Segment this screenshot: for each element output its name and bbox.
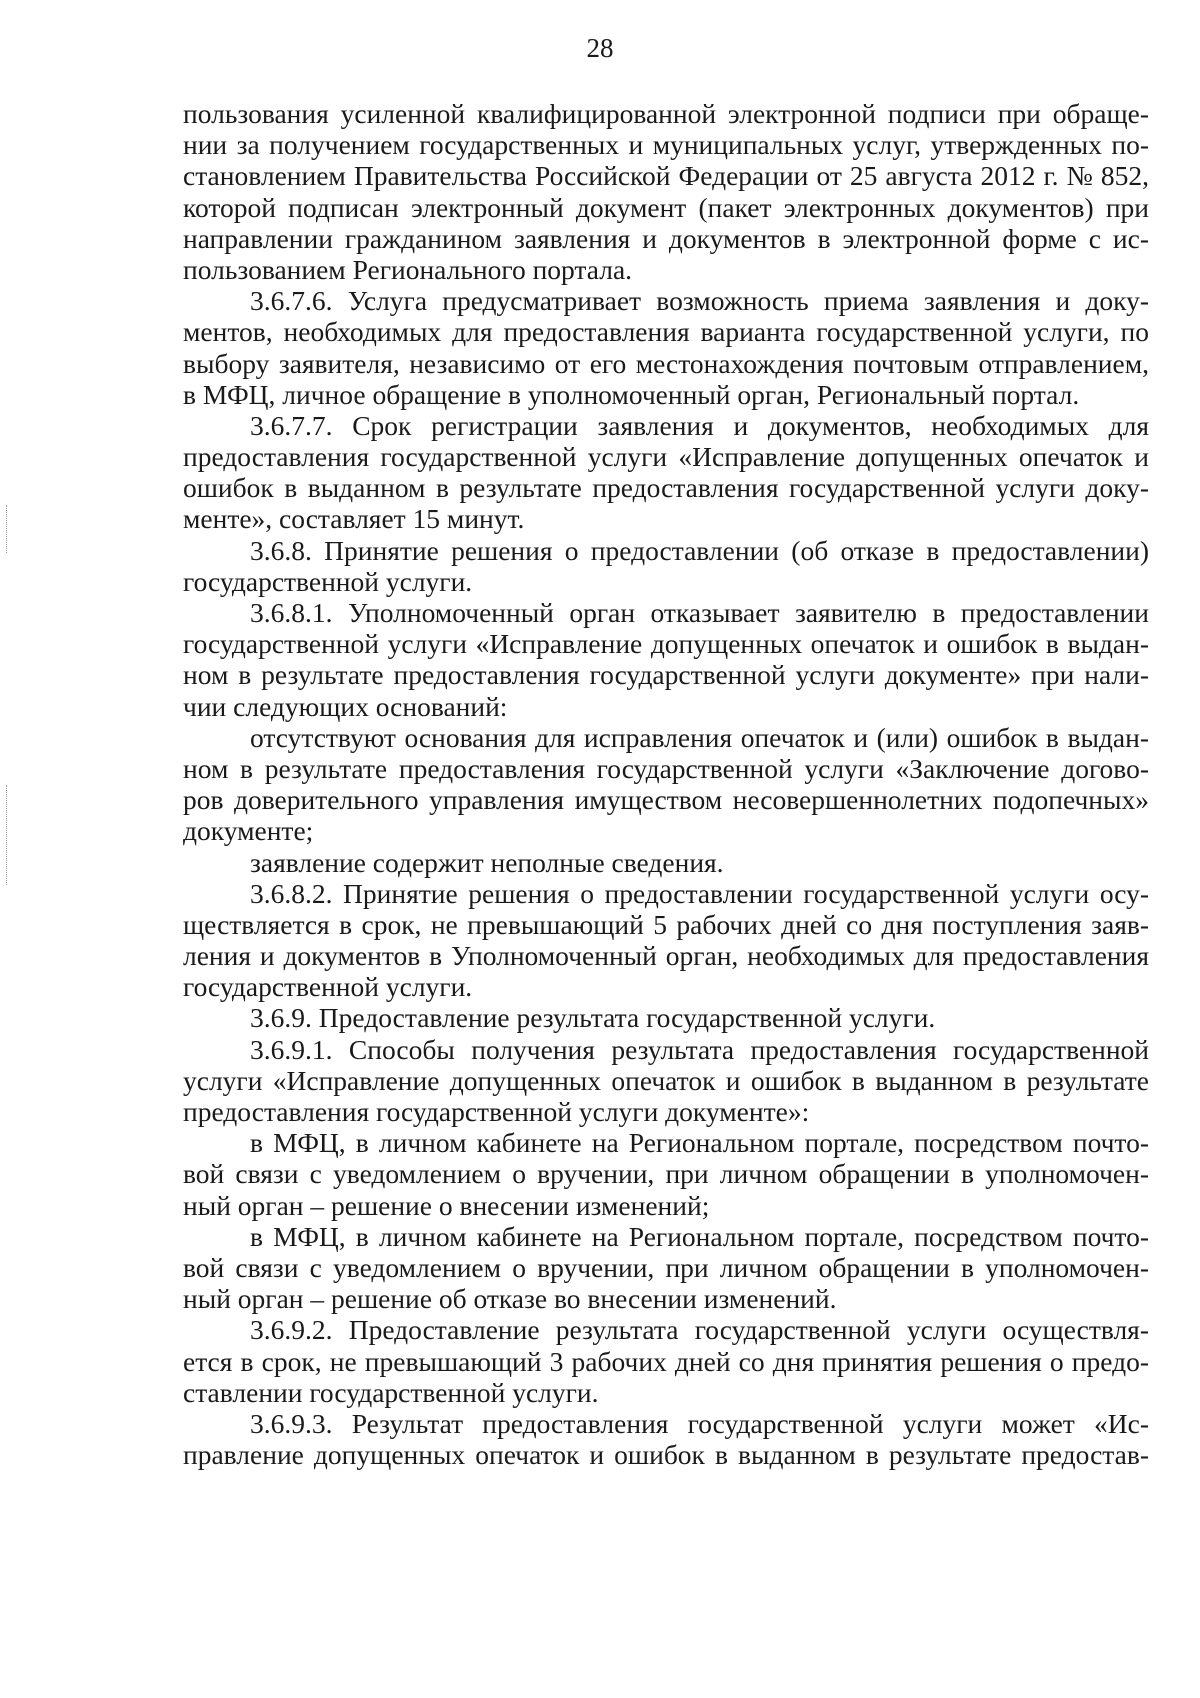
text-line: ется в срок, не превышающий 3 рабочих дней со дня принятия решения о предо-	[183, 1345, 1149, 1377]
text-line: ный орган – решение о внесении изменений;	[183, 1189, 710, 1221]
text-line: становлением Правительства Российской Федерации от 25 августа 2012 г. № 852,	[183, 160, 1149, 192]
text-line: пользования усиленной квалифицированной электронной подписи при обраще-	[183, 98, 1149, 129]
text-line: пользованием Регионального портала.	[183, 253, 633, 285]
text-line: правление допущенных опечаток и ошибок в выданном в результате предостав-	[183, 1439, 1149, 1471]
text-line: документе;	[183, 815, 314, 847]
text-line: государственной услуги.	[183, 565, 473, 597]
text-line: предоставления государственной услуги документе»:	[183, 1096, 810, 1127]
text-line: ментов, необходимых для предоставления варианта государственной услуги, по	[183, 316, 1149, 348]
text-line: государственной услуги.	[183, 971, 473, 1003]
text-line: услуги «Исправление допущенных опечаток и ошибок в выданном в результате	[183, 1064, 1149, 1096]
page-number: 28	[586, 33, 614, 63]
text-line: менте», составляет 15 минут.	[183, 503, 525, 535]
text-line: нии за получением государственных и муниципальных услуг, утвержденных по-	[183, 129, 1149, 161]
text-line: ществляется в срок, не превышающий 5 рабочих дней со дня поступления заяв-	[183, 908, 1149, 940]
text-line: отсутствуют основания для исправления опечаток и (или) ошибок в выдан-	[250, 721, 1149, 753]
text-line: которой подписан электронный документ (пакет электронных документов) при	[183, 191, 1149, 223]
text-line: выбору заявителя, независимо от его местонахождения почтовым отправлением,	[183, 347, 1149, 379]
text-line: ления и документов в Уполномоченный орган, необходимых для предоставления	[183, 940, 1149, 972]
text-line: 3.6.9. Предоставление результата государственной услуги.	[250, 1002, 936, 1034]
text-line: 3.6.8.2. Принятие решения о предоставлении государственной услуги осу-	[250, 877, 1149, 909]
text-line: чии следующих оснований:	[183, 690, 508, 722]
scan-margin-mark	[6, 505, 8, 553]
text-line: заявление содержит неполные сведения.	[250, 846, 724, 878]
text-line: 3.6.9.1. Способы получения результата предоставления государственной	[250, 1033, 1149, 1065]
text-line: ошибок в выданном в результате предоставления государственной услуги доку-	[183, 472, 1149, 504]
text-line: ров доверительного управления имуществом несовершеннолетних подопечных»	[183, 784, 1150, 816]
text-line: вой связи с уведомлением о вручении, при личном обращении в уполномочен-	[183, 1251, 1149, 1283]
document-body	[183, 98, 1149, 1470]
text-line: вой связи с уведомлением о вручении, при личном обращении в уполномочен-	[183, 1158, 1149, 1190]
text-line: ном в результате предоставления государственной услуги документе» при нали-	[183, 659, 1149, 691]
scan-margin-mark	[6, 785, 8, 885]
text-line: 3.6.9.2. Предоставление результата государственной услуги осуществля-	[250, 1314, 1149, 1346]
text-line: ном в результате предоставления государственной услуги «Заключение догово-	[183, 752, 1149, 784]
text-line: в МФЦ, в личном кабинете на Региональном портале, посредством почто-	[250, 1220, 1149, 1252]
text-line: ставлении государственной услуги.	[183, 1376, 599, 1408]
text-line: 3.6.7.7. Срок регистрации заявления и документов, необходимых для	[250, 409, 1149, 441]
text-line: 3.6.8. Принятие решения о предоставлении (об отказе в предоставлении)	[250, 534, 1149, 566]
text-line: предоставления государственной услуги «Исправление допущенных опечаток и	[183, 441, 1149, 473]
text-line: направлении гражданином заявления и документов в электронной форме с ис-	[183, 222, 1149, 254]
text-line: в МФЦ, в личном кабинете на Региональном портале, посредством почто-	[250, 1127, 1149, 1159]
text-line: 3.6.7.6. Услуга предусматривает возможность приема заявления и доку-	[250, 285, 1149, 317]
text-line: в МФЦ, личное обращение в уполномоченный орган, Региональный портал.	[183, 378, 1080, 410]
text-line: ный орган – решение об отказе во внесении изменений.	[183, 1283, 837, 1315]
text-line: 3.6.9.3. Результат предоставления государственной услуги может «Ис-	[250, 1407, 1149, 1439]
text-line: 3.6.8.1. Уполномоченный орган отказывает заявителю в предоставлении	[250, 597, 1149, 628]
text-line: государственной услуги «Исправление допущенных опечаток и ошибок в выдан-	[183, 628, 1149, 660]
